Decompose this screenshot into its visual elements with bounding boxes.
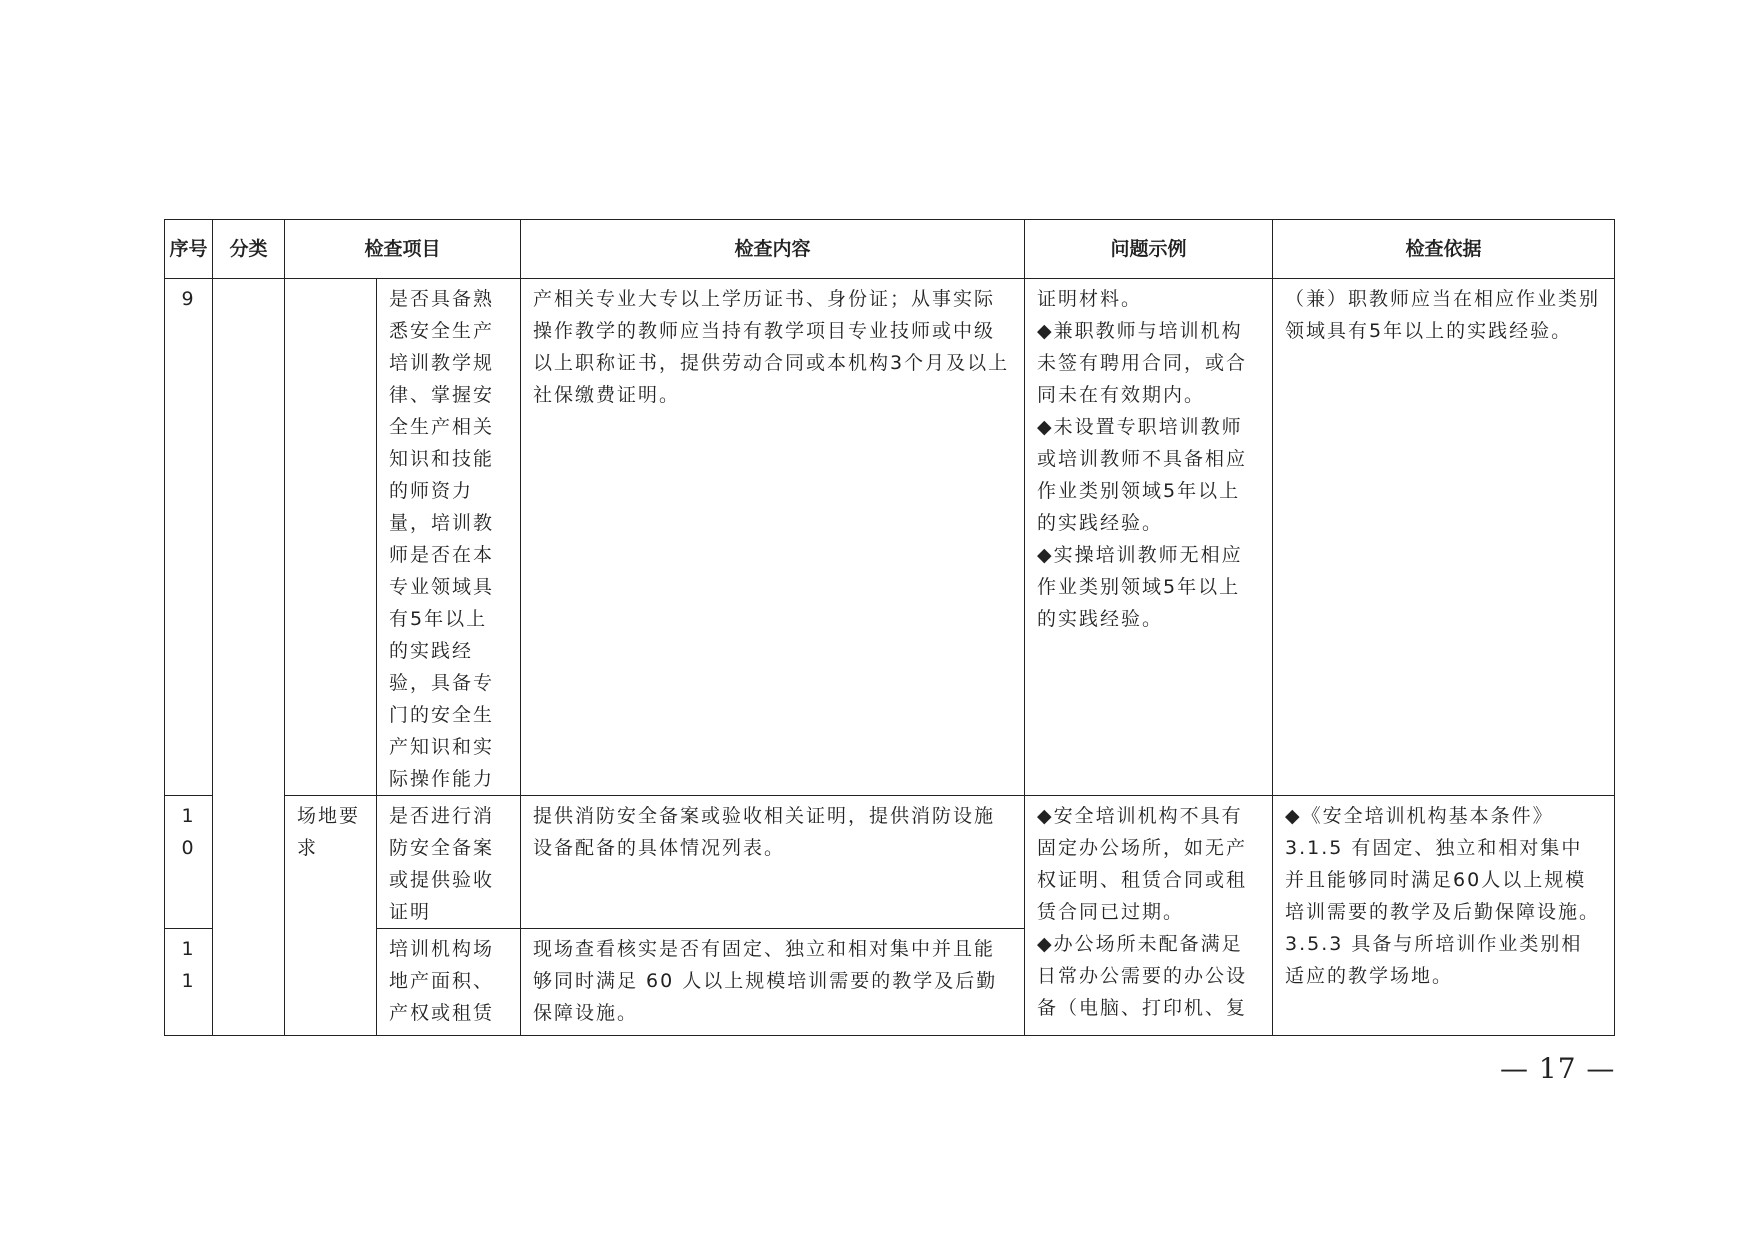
- table-row: [165, 796, 1615, 929]
- problem-example-line: 证明材料。: [1037, 288, 1143, 310]
- header-category: 分类: [213, 220, 285, 279]
- problem-example-cell: [1025, 796, 1273, 1036]
- header-basis: 检查依据: [1273, 220, 1615, 279]
- check-content-cell: 产相关专业大专以上学历证书、身份证；从事实际操作教学的教师应当持有教学项目专业技师或中级以上职称证书，提供劳动合同或本机构3个月及以上社保缴费证明。: [521, 279, 1025, 796]
- subcategory-cell: [285, 279, 377, 796]
- header-seq: [165, 220, 213, 279]
- check-item-cell: 培训机构场地产面积、产权或租赁: [377, 929, 521, 1036]
- header-check-content: 检查内容: [521, 220, 1025, 279]
- category-cell: [213, 279, 285, 1036]
- basis-line: 3.1.5 有固定、独立和相对集中并且能够同时满足60人以上规模培训需要的教学及后勤保障设施。: [1285, 837, 1601, 923]
- inspection-table: [164, 219, 1615, 1036]
- subcategory-cell: 场地要求: [285, 796, 377, 1036]
- problem-example-line: ◆安全培训机构不具有固定办公场所，如无产权证明、租赁合同或租赁合同已过期。: [1037, 805, 1248, 923]
- basis-cell: [1273, 796, 1615, 1036]
- row-seq: 10: [165, 796, 213, 929]
- problem-example-line: ◆办公场所未配备满足日常办公需要的办公设备（电脑、打印机、复: [1037, 933, 1248, 1019]
- problem-example-line: ◆实操培训教师无相应作业类别领域5年以上的实践经验。: [1037, 544, 1243, 630]
- basis-cell: （兼）职教师应当在相应作业类别领域具有5年以上的实践经验。: [1273, 279, 1615, 796]
- check-content-cell: 现场查看核实是否有固定、独立和相对集中并且能够同时满足 60 人以上规模培训需要的教学及后勤保障设施。: [521, 929, 1025, 1036]
- header-seq-label: 序号: [169, 238, 208, 260]
- header-check-item: 检查项目: [285, 220, 521, 279]
- check-item-cell: 是否进行消防安全备案或提供验收证明: [377, 796, 521, 929]
- page-number: — 17 —: [1500, 1052, 1616, 1085]
- row-seq: 9: [165, 279, 213, 796]
- row-seq: 11: [165, 929, 213, 1036]
- table-row: [165, 279, 1615, 796]
- header-problem-example: 问题示例: [1025, 220, 1273, 279]
- check-content-cell: 提供消防安全备案或验收相关证明，提供消防设施设备配备的具体情况列表。: [521, 796, 1025, 929]
- basis-line: ◆《安全培训机构基本条件》: [1285, 805, 1554, 827]
- check-item-cell: 是否具备熟悉安全生产培训教学规律、掌握安全生产相关知识和技能的师资力量，培训教师是否在本专业领域具有5年以上的实践经验，具备专门的安全生产知识和实际操作能力: [377, 279, 521, 796]
- problem-example-line: ◆兼职教师与培训机构未签有聘用合同，或合同未在有效期内。: [1037, 320, 1248, 406]
- problem-example-cell: [1025, 279, 1273, 796]
- basis-line: 3.5.3 具备与所培训作业类别相适应的教学场地。: [1285, 933, 1583, 987]
- problem-example-line: ◆未设置专职培训教师或培训教师不具备相应作业类别领域5年以上的实践经验。: [1037, 416, 1248, 534]
- table-header-row: [165, 220, 1615, 279]
